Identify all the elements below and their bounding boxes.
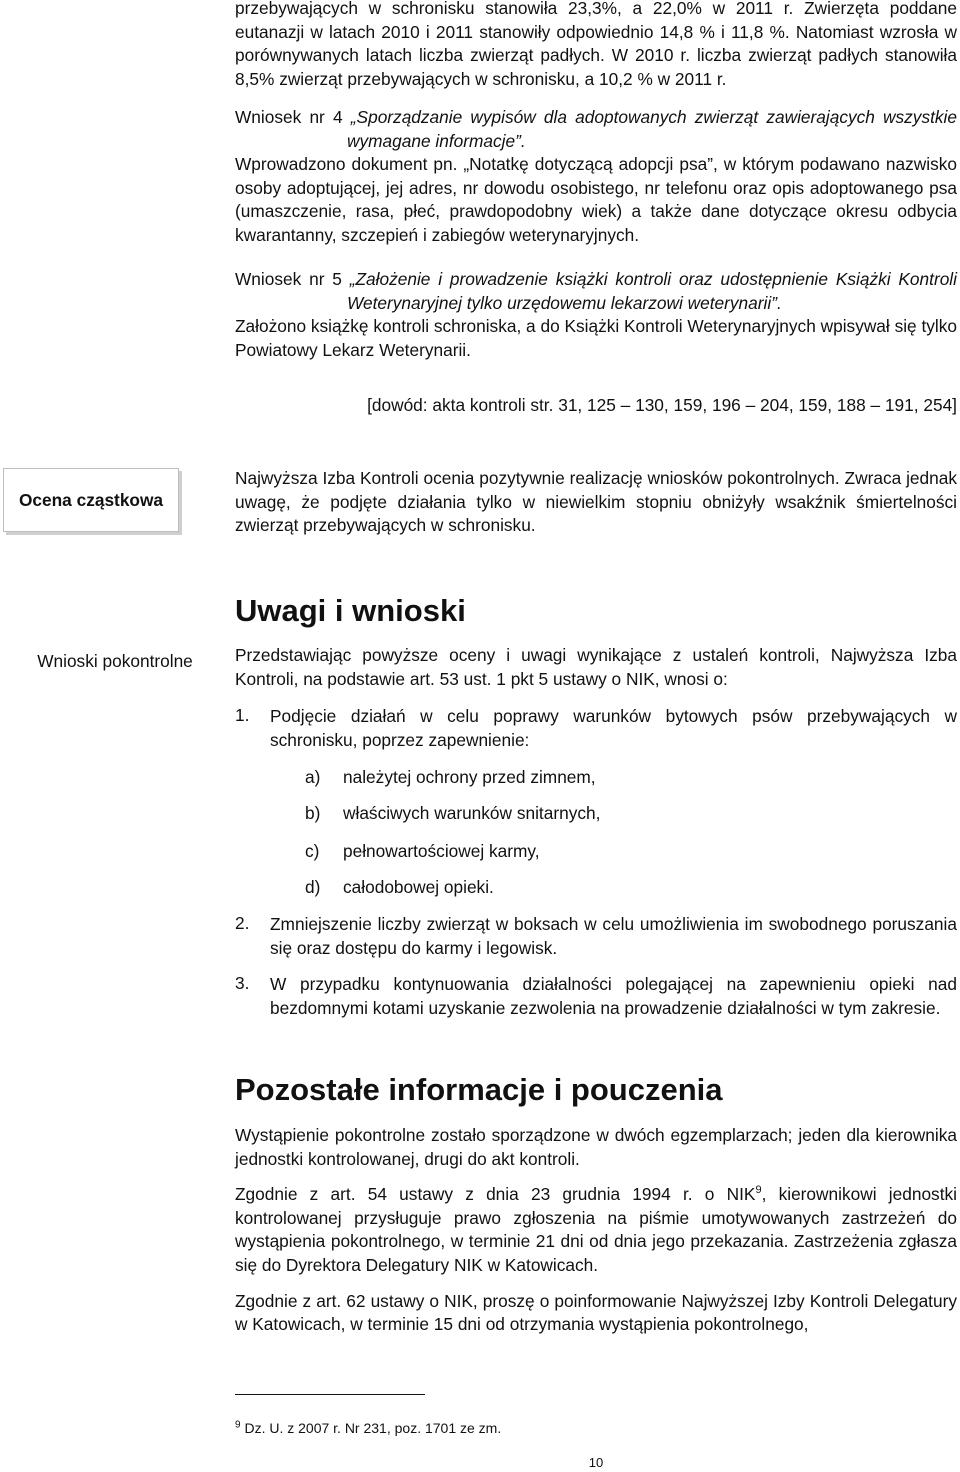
footnote <box>235 1420 501 1436</box>
ocena-section <box>235 467 957 538</box>
item-number: 3. <box>235 973 250 993</box>
pozostale-p2 <box>235 1183 957 1277</box>
wniosek-4-prefix: Wniosek nr 4 <box>235 107 343 127</box>
pozostale-p3: Zgodnie z art. 62 ustawy o NIK, proszę o poinformowanie Najwyższej Izby Kontroli Delegatury w Katowicach, w terminie 15 dni od otrzymania wystąpienia pokontrolnego, <box>235 1290 957 1335</box>
wniosek-item-1 <box>235 705 957 752</box>
pozostale-section <box>235 1124 957 1337</box>
item-text: W przypadku kontynuowania działalności polegającej na zapewnieniu opieki nad bezdomnymi kotami uzyskanie zezwolenia na prowadzenie działalności w tym zakresie. <box>270 974 957 1018</box>
intro-section <box>235 0 957 91</box>
subitem-d <box>305 877 494 898</box>
pozostale-p1: Wystąpienie pokontrolne zostało sporządzone w dwóch egzemplarzach; jeden dla kierownika jednostki kontrolowanej, drugi do akt kontroli. <box>235 1125 957 1169</box>
item-number: 2. <box>235 913 250 933</box>
subitem-text: właściwych warunków snitarnych, <box>343 803 601 823</box>
p2-after: , kierownikowi jednostki kontrolowanej przysługuje prawo zgłoszenia na piśmie umotywowanych zastrzeżeń do wystąpienia pokontrolnego, w terminie 21 dni od dnia jego przekazania. Zastrzeżenia zgłasza się do Dyrektora Delegatury NIK w Katowicach. <box>235 1184 957 1275</box>
evidence-section <box>235 394 957 418</box>
wniosek-4-title: „Sporządzanie wypisów dla adoptowanych zwierząt zawierających wszystkie wymagane informacje”. <box>347 107 957 151</box>
wniosek-5-title: „Założenie i prowadzenie książki kontroli oraz udostępnienie Książki Kontroli Weterynaryjnej tylko urzędowemu lekarzowi weterynarii”. <box>347 269 957 313</box>
subitem-letter: a) <box>305 767 321 787</box>
subitem-letter: d) <box>305 877 321 897</box>
subitem-letter: b) <box>305 803 321 823</box>
footnote-ref: 9 <box>755 1184 762 1197</box>
subitem-text: pełnowartościowej karmy, <box>343 841 540 861</box>
intro-paragraph: przebywających w schronisku stanowiła 23,3%, a 22,0% w 2011 r. Zwierzęta poddane eutanazji w latach 2010 i 2011 stanowiły odpowiednio 14,8 % i 11,8 %. Natomiast wzrosła w porównywanych latach liczba zwierząt padłych. W 2010 r. liczba zwierząt padłych stanowiła 8,5% zwierząt przebywających w schronisku, a 10,2 % w 2011 r. <box>235 0 957 89</box>
subitem-c <box>305 841 540 862</box>
pozostale-heading: Pozostałe informacje i pouczenia <box>235 1072 723 1107</box>
wniosek-5-body: Założono książkę kontroli schroniska, a do Książki Kontroli Weterynaryjnych wpisywał się tylko Powiatowy Lekarz Weterynarii. <box>235 316 957 360</box>
wniosek-5-prefix: Wniosek nr 5 <box>235 269 342 289</box>
uwagi-intro-section <box>235 644 957 691</box>
page-number: 10 <box>588 1455 604 1470</box>
wniosek-5-heading <box>235 268 957 315</box>
uwagi-heading: Uwagi i wnioski <box>235 593 466 628</box>
footnote-separator <box>235 1394 425 1395</box>
subitem-b <box>305 803 600 824</box>
ocena-label-box <box>3 468 179 532</box>
subitem-letter: c) <box>305 841 320 861</box>
footnote-number: 9 <box>235 1419 241 1431</box>
item-number: 1. <box>235 705 250 725</box>
evidence-reference: [dowód: akta kontroli str. 31, 125 – 130, 159, 196 – 204, 159, 188 – 191, 254] <box>367 395 957 415</box>
item-text: Zmniejszenie liczby zwierząt w boksach w celu umożliwienia im swobodnego poruszania się oraz dostępu do karmy i legowisk. <box>270 914 957 958</box>
wniosek-item-3 <box>235 973 957 1020</box>
wniosek-5 <box>235 268 957 362</box>
subitem-a <box>305 767 596 788</box>
wniosek-item-2 <box>235 913 957 960</box>
wnioski-side-label: Wnioski pokontrolne <box>37 651 193 671</box>
wniosek-4-heading <box>235 106 957 153</box>
footnote-text: Dz. U. z 2007 r. Nr 231, poz. 1701 ze zm. <box>240 1420 502 1436</box>
wniosek-4 <box>235 106 957 248</box>
p2-before: Zgodnie z art. 54 ustawy z dnia 23 grudnia 1994 r. o NIK <box>235 1184 756 1205</box>
ocena-label: Ocena cząstkowa <box>18 489 164 510</box>
uwagi-intro: Przedstawiając powyższe oceny i uwagi wynikające z ustaleń kontroli, Najwyższa Izba Kontroli, na podstawie art. 53 ust. 1 pkt 5 ustawy o NIK, wnosi o: <box>235 645 957 689</box>
item-text: Podjęcie działań w celu poprawy warunków bytowych psów przebywających w schronisku, poprzez zapewnienie: <box>270 706 957 750</box>
subitem-text: należytej ochrony przed zimnem, <box>343 767 596 787</box>
subitem-text: całodobowej opieki. <box>343 877 494 897</box>
ocena-text: Najwyższa Izba Kontroli ocenia pozytywnie realizację wniosków pokontrolnych. Zwraca jednak uwagę, że podjęte działania tylko w niewielkim stopniu obniżyły wsakźnik śmiertelności zwierząt przebywających w schronisku. <box>235 468 957 536</box>
wniosek-4-body: Wprowadzono dokument pn. „Notatkę dotyczącą adopcji psa”, w którym podawano nazwisko osoby adoptującej, jej adres, nr dowodu osobistego, nr telefonu oraz opis adoptowanego psa (umaszczenie, rasa, płeć, prawdopodobny wiek) a także dane dotyczące okresu odbycia kwarantanny, szczepień i zabiegów weterynaryjnych. <box>235 154 957 245</box>
